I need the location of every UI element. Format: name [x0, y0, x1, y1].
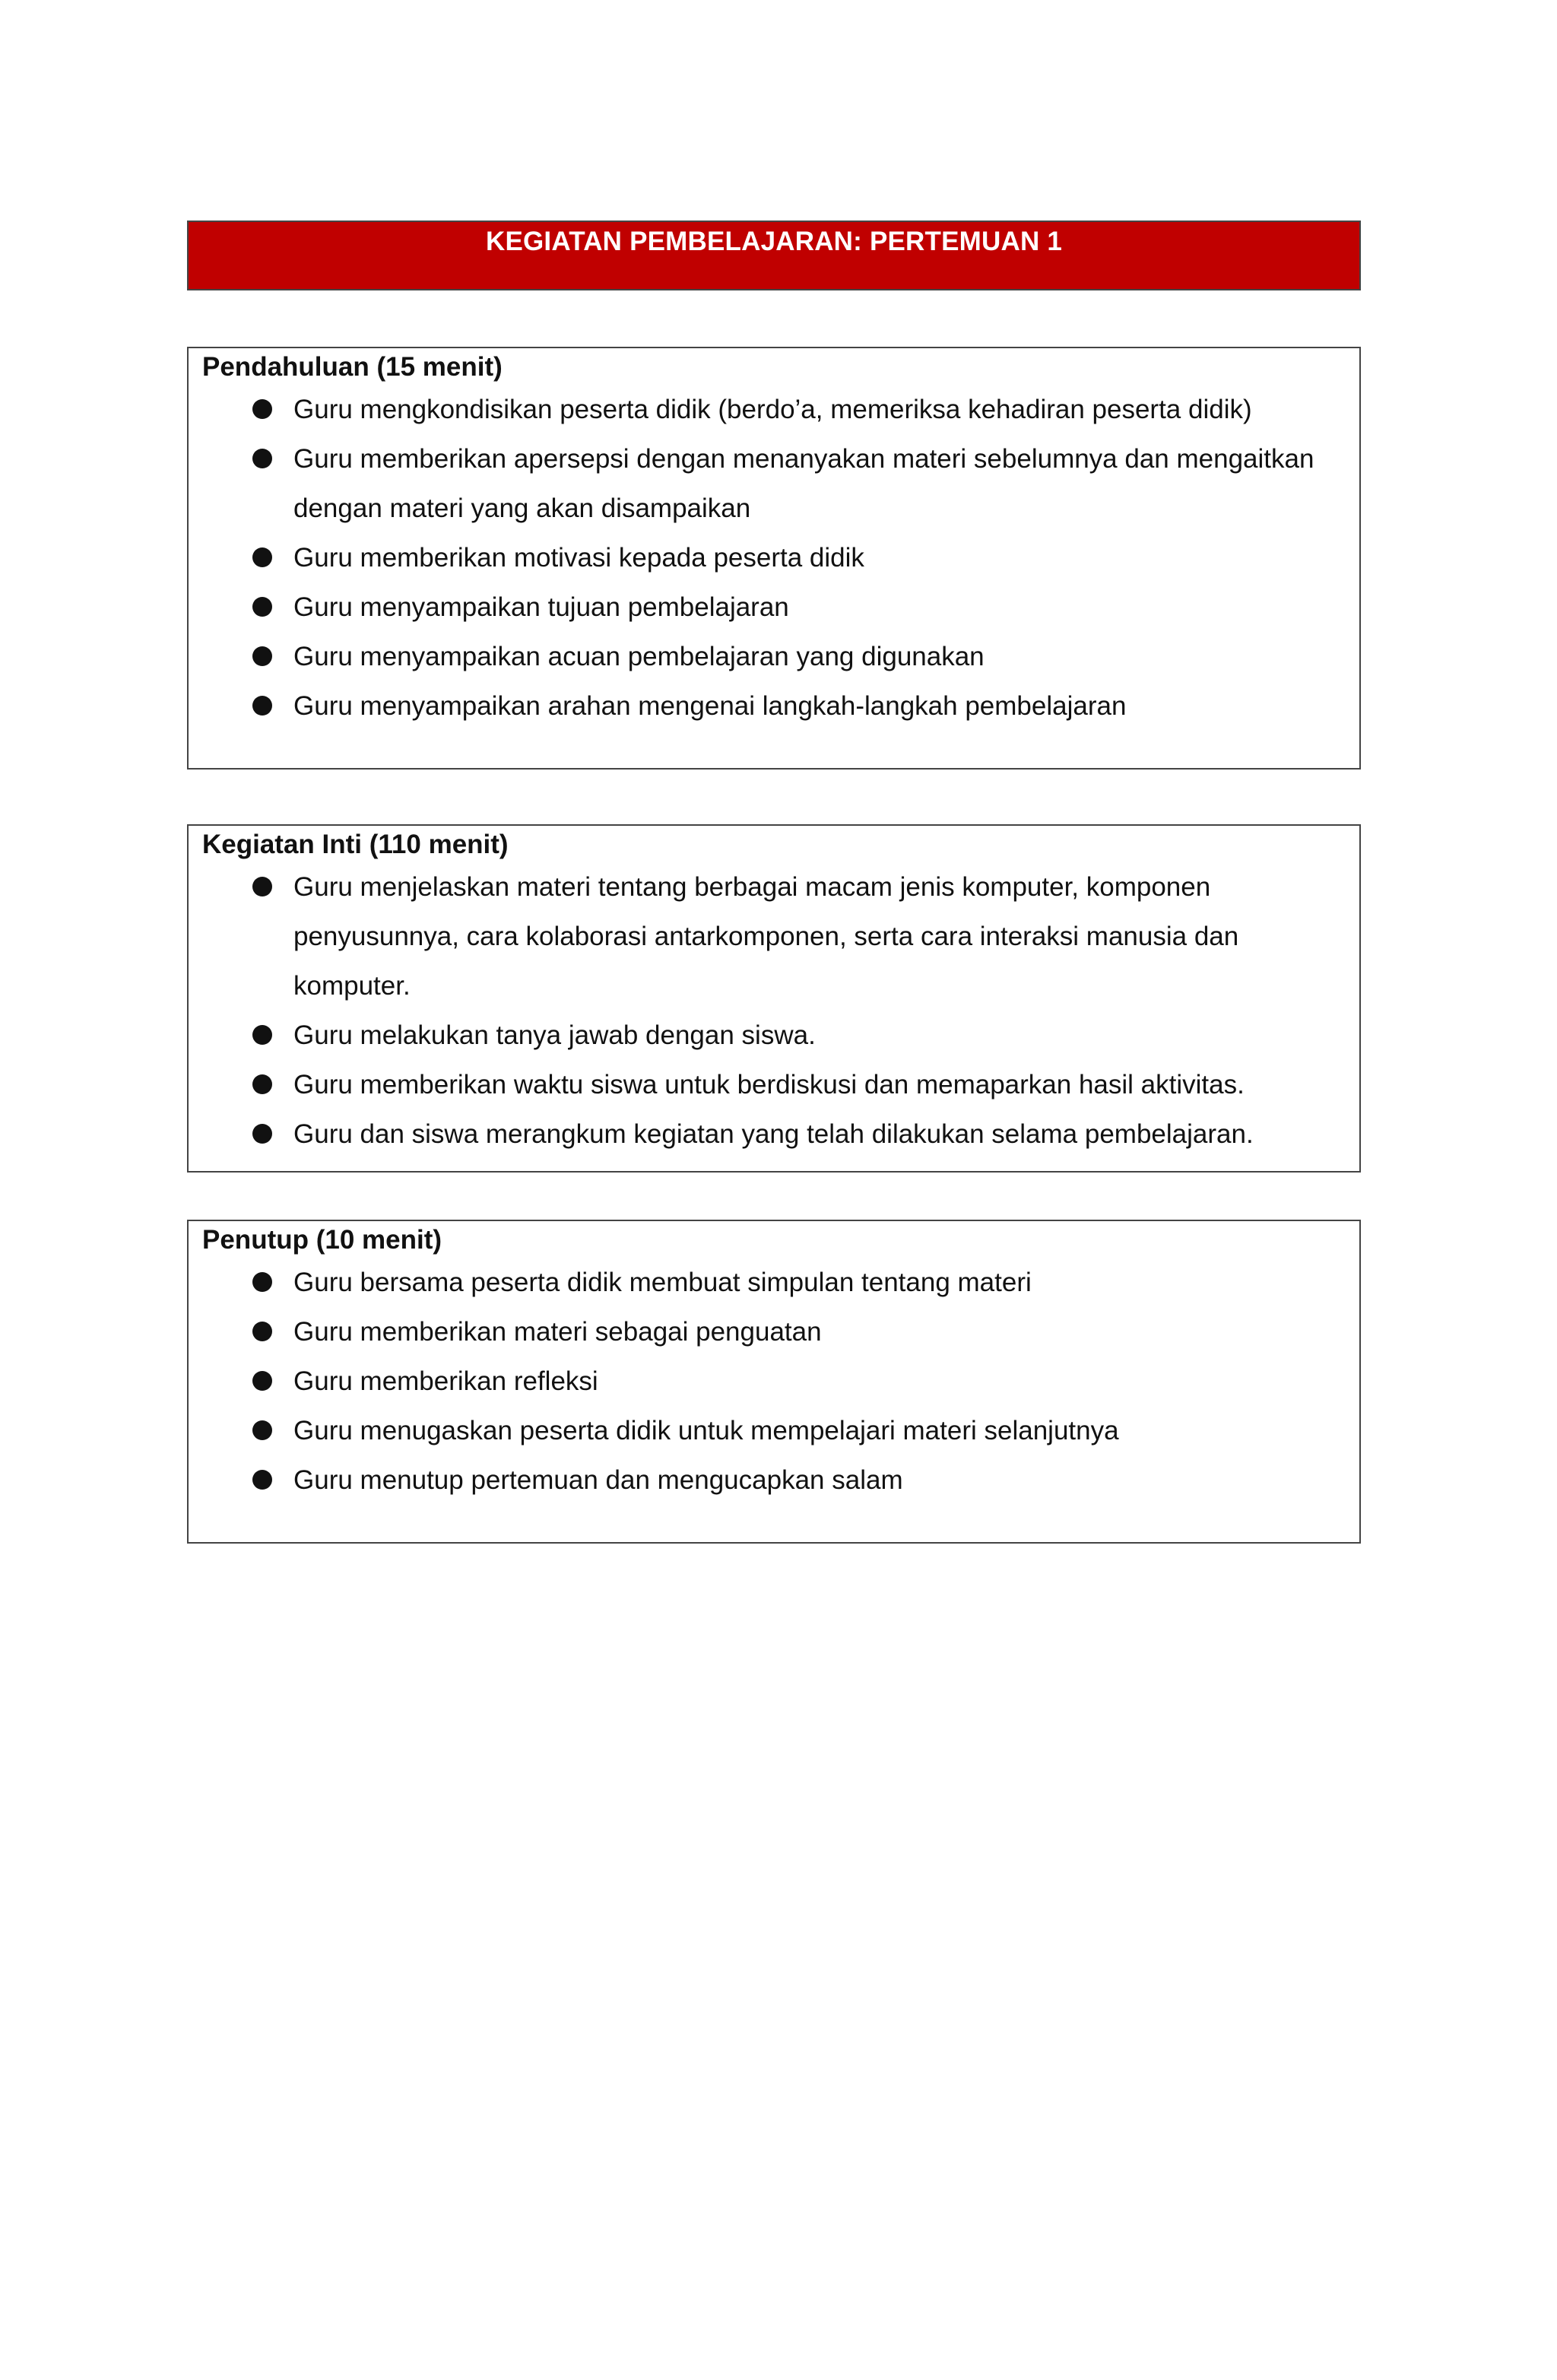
bullet-icon	[252, 449, 272, 468]
bullet-icon	[252, 1322, 272, 1341]
list-item: Guru bersama peserta didik membuat simpulan tentang materi	[202, 1258, 1359, 1307]
list-item: Guru menutup pertemuan dan mengucapkan salam	[202, 1455, 1359, 1505]
section-pendahuluan	[187, 347, 1361, 770]
bullet-icon	[252, 1272, 272, 1292]
list-item: Guru memberikan waktu siswa untuk berdiskusi dan memaparkan hasil aktivitas.	[202, 1060, 1359, 1109]
list-item: Guru memberikan materi sebagai penguatan	[202, 1307, 1359, 1357]
item-list	[202, 385, 1359, 731]
list-item: Guru dan siswa merangkum kegiatan yang telah dilakukan selama pembelajaran.	[202, 1109, 1359, 1159]
bullet-icon	[252, 547, 272, 567]
list-item: Guru menyampaikan tujuan pembelajaran	[202, 582, 1359, 632]
list-item: Guru mengkondisikan peserta didik (berdo’a, memeriksa kehadiran peserta didik)	[202, 385, 1359, 434]
bullet-icon	[252, 1124, 272, 1144]
section-heading: Kegiatan Inti (110 menit)	[202, 830, 509, 859]
section-heading: Penutup (10 menit)	[202, 1225, 442, 1255]
bullet-icon	[252, 1420, 272, 1440]
title-bar	[187, 221, 1361, 290]
item-list	[202, 862, 1359, 1159]
list-item: Guru memberikan motivasi kepada peserta didik	[202, 533, 1359, 582]
list-item: Guru menyampaikan arahan mengenai langkah-langkah pembelajaran	[202, 681, 1359, 731]
bullet-icon	[252, 1371, 272, 1391]
section-heading: Pendahuluan (15 menit)	[202, 352, 503, 382]
list-item: Guru menyampaikan acuan pembelajaran yang digunakan	[202, 632, 1359, 681]
bullet-icon	[252, 399, 272, 419]
bullet-icon	[252, 1470, 272, 1490]
bullet-icon	[252, 646, 272, 666]
bullet-icon	[252, 877, 272, 896]
bullet-icon	[252, 597, 272, 617]
list-item: Guru memberikan apersepsi dengan menanyakan materi sebelumnya dan mengaitkan dengan materi yang akan disampaikan	[202, 434, 1359, 533]
list-item: Guru menugaskan peserta didik untuk mempelajari materi selanjutnya	[202, 1406, 1359, 1455]
bullet-icon	[252, 1025, 272, 1045]
section-kegiatan-inti	[187, 824, 1361, 1173]
bullet-icon	[252, 696, 272, 716]
item-list	[202, 1258, 1359, 1505]
list-item: Guru memberikan refleksi	[202, 1357, 1359, 1406]
list-item: Guru menjelaskan materi tentang berbagai macam jenis komputer, komponen penyusunnya, cara kolaborasi antarkomponen, serta cara interaksi manusia dan komputer.	[202, 862, 1359, 1011]
list-item: Guru melakukan tanya jawab dengan siswa.	[202, 1011, 1359, 1060]
page-title: KEGIATAN PEMBELAJARAN: PERTEMUAN 1	[485, 227, 1063, 256]
section-penutup	[187, 1220, 1361, 1544]
bullet-icon	[252, 1074, 272, 1094]
